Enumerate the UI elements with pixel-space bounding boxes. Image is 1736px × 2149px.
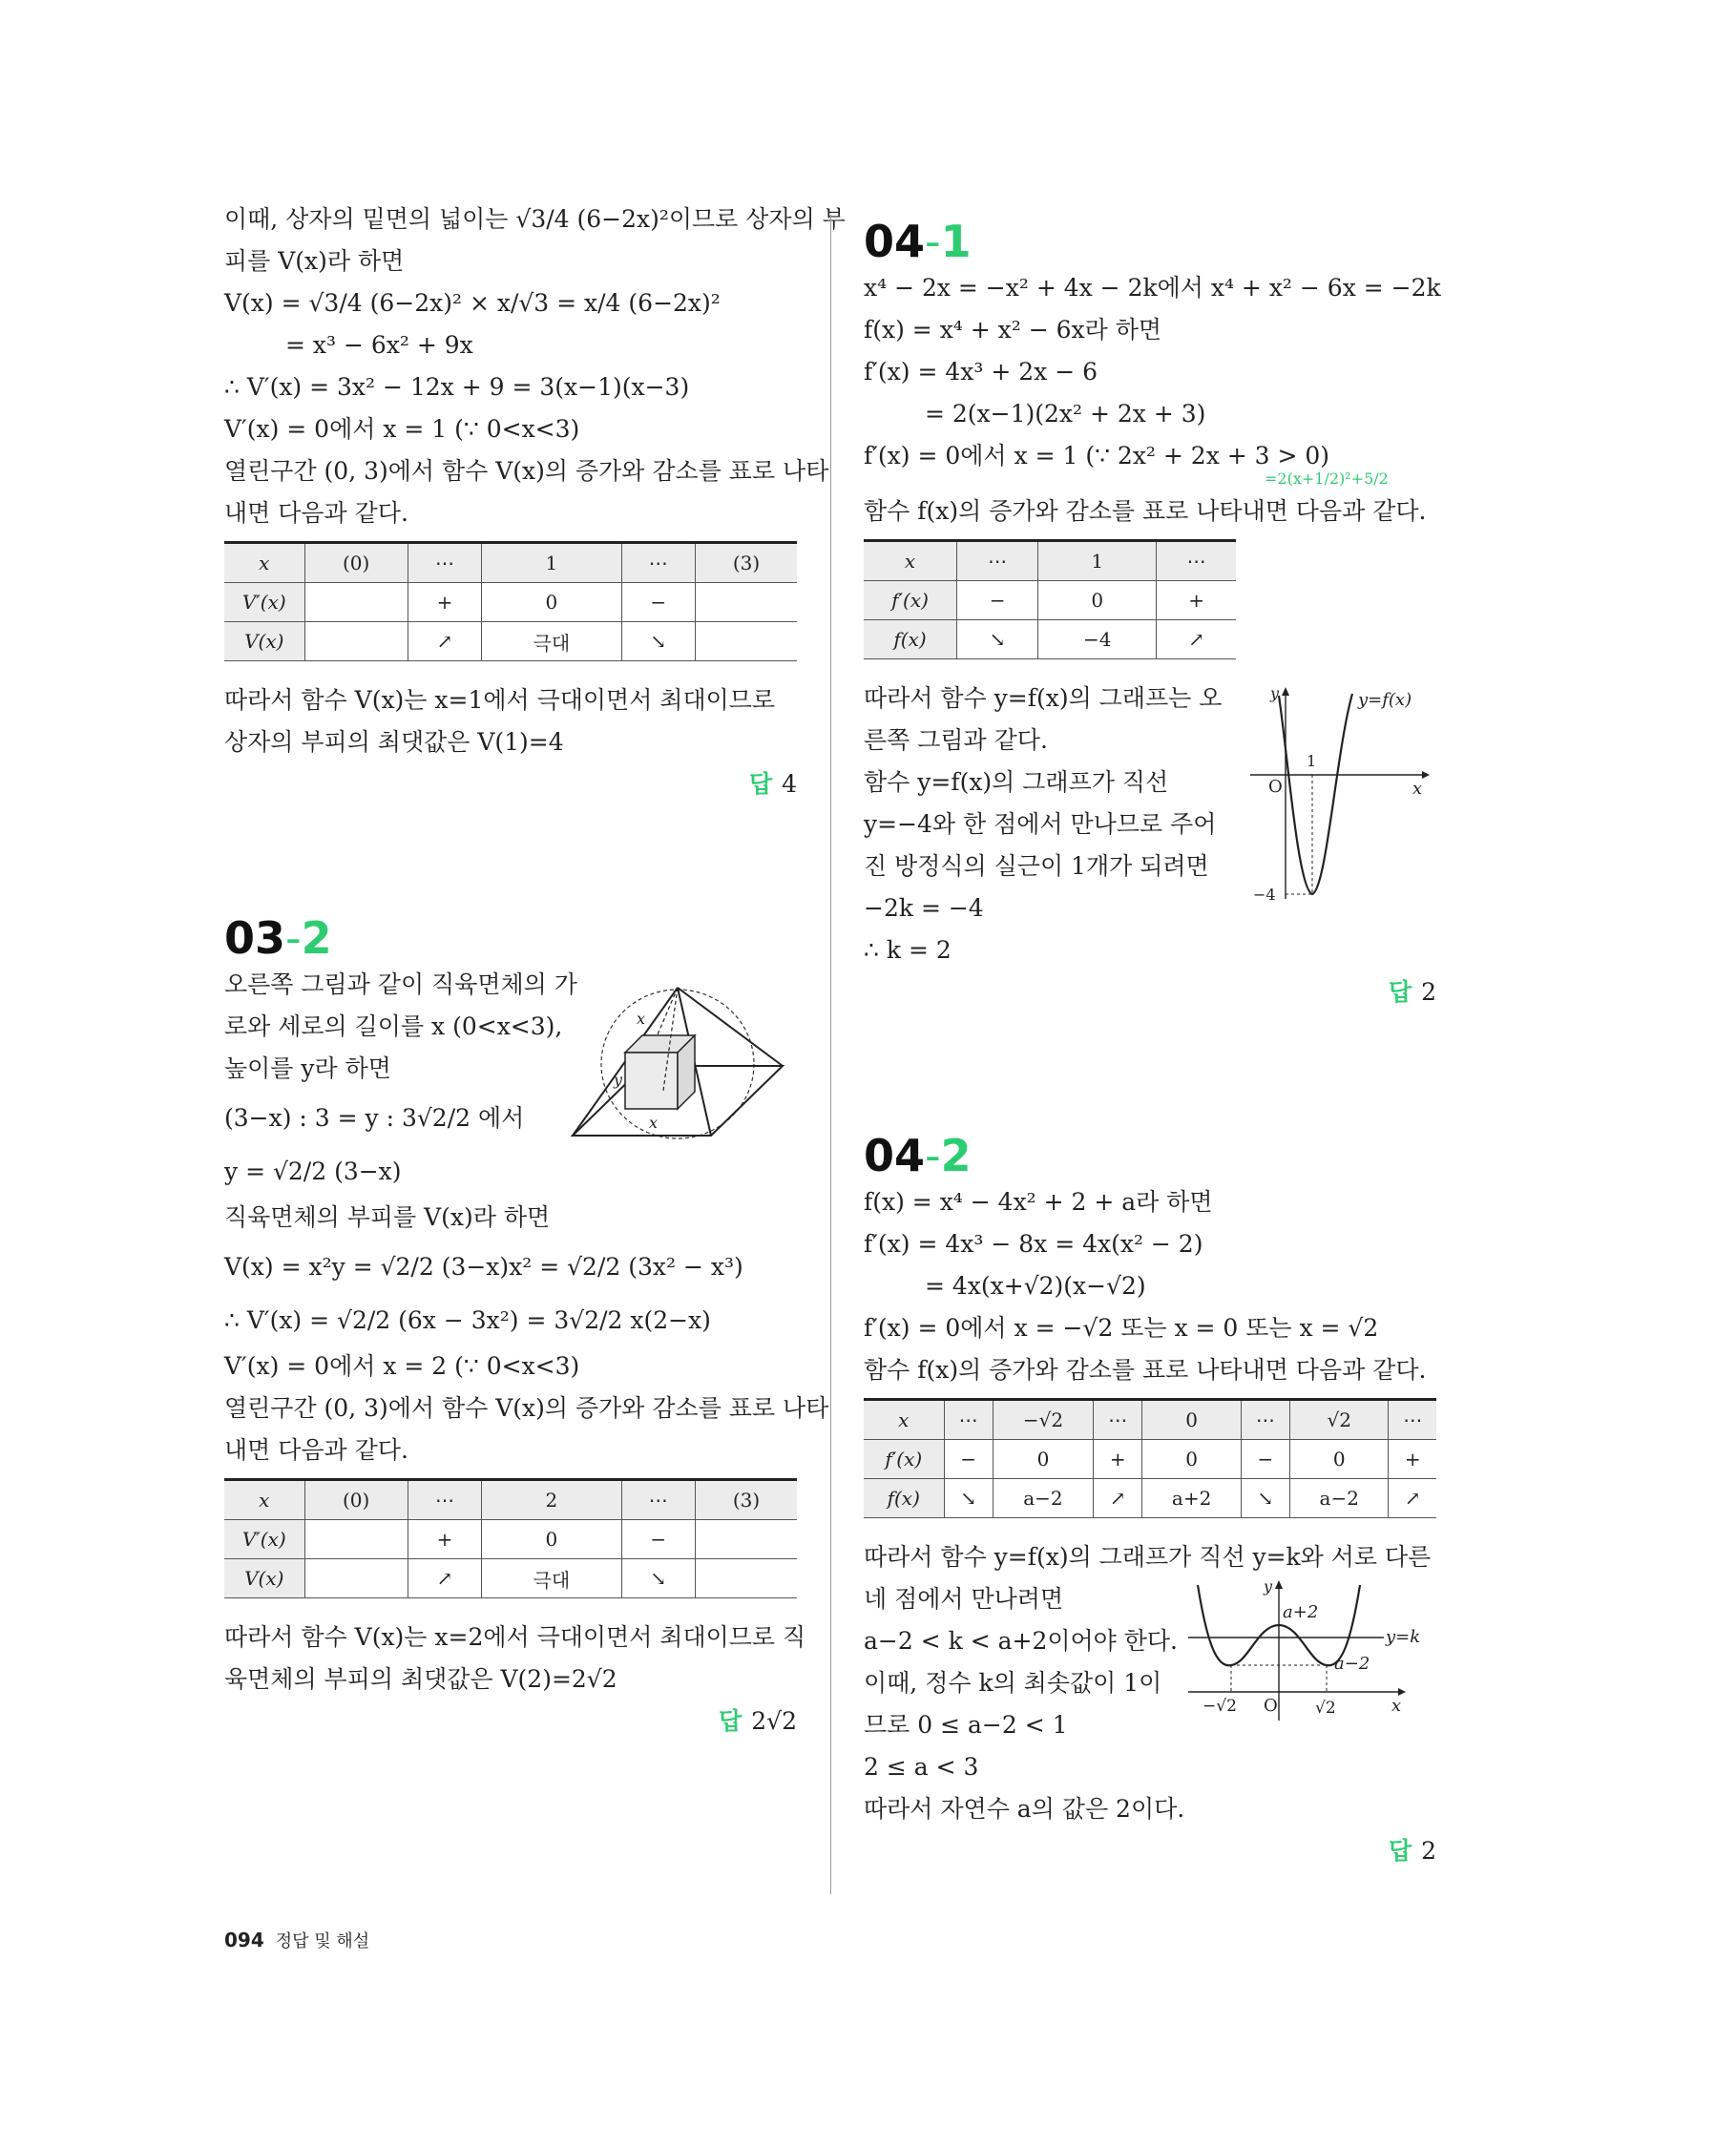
table-cell: 1 xyxy=(1038,541,1157,581)
table-cell: ⋯ xyxy=(1157,541,1236,581)
table-cell: − xyxy=(1241,1440,1289,1479)
table-cell: + xyxy=(408,1520,481,1559)
conclusion-line: 네 점에서 만나려면 xyxy=(864,1585,1064,1613)
body-line: 높이를 y라 하면 xyxy=(224,1054,391,1082)
intro-line: 내면 다음과 같다. xyxy=(224,499,408,527)
variation-table-04-2 xyxy=(864,1398,1436,1518)
answer-label: 답 xyxy=(1388,978,1412,1006)
intro-line: V′(x) = 0에서 x = 1 (∵ 0<x<3) xyxy=(224,415,580,443)
table-cell: 0 xyxy=(1142,1400,1241,1440)
table-cell: (0) xyxy=(304,543,408,583)
conclusion-line: 따라서 함수 y=f(x)의 그래프는 오 xyxy=(864,684,1223,712)
table-cell: ↘ xyxy=(957,620,1038,659)
table-cell: ⋯ xyxy=(408,1480,481,1520)
conclusion-line: 육면체의 부피의 최댓값은 V(2)=2√2 xyxy=(224,1665,617,1693)
body-line: ∴ V′(x) = √2/2 (6x − 3x²) = 3√2/2 x(2−x) xyxy=(224,1306,711,1334)
answer-value: 4 xyxy=(782,770,797,798)
section-dash: - xyxy=(925,216,941,267)
label-x-bottom: x xyxy=(649,1114,659,1132)
section-sub: 2 xyxy=(301,912,332,964)
section-number: 04 xyxy=(864,1130,926,1181)
variation-table-03-2 xyxy=(224,1478,797,1598)
table-cell: 극대 xyxy=(482,1559,621,1598)
table-cell: 0 xyxy=(482,1520,621,1559)
table-cell xyxy=(696,622,797,661)
intro-line: 이때, 상자의 밑면의 넓이는 √3/4 (6−2x)²이므로 상자의 부 xyxy=(224,205,846,233)
conclusion-line: 진 방정식의 실근이 1개가 되려면 xyxy=(864,852,1209,880)
table-cell: 0 xyxy=(1290,1440,1389,1479)
table-cell: ⋯ xyxy=(1389,1400,1436,1440)
table-cell: a−2 xyxy=(1290,1479,1389,1518)
answer-label: 답 xyxy=(719,1707,743,1735)
pos-root-label: √2 xyxy=(1315,1699,1336,1718)
table-cell: ↗ xyxy=(408,622,481,661)
table-cell: ↘ xyxy=(944,1479,993,1518)
table-cell: x xyxy=(224,543,304,583)
min-label: a−2 xyxy=(1334,1654,1370,1674)
answer-value: 2√2 xyxy=(751,1707,797,1735)
table-cell: 0 xyxy=(1142,1440,1241,1479)
table-cell: ↗ xyxy=(408,1559,481,1598)
body-line: 직육면체의 부피를 V(x)라 하면 xyxy=(224,1203,551,1231)
conclusion-line: 상자의 부피의 최댓값은 V(1)=4 xyxy=(224,728,564,756)
table-cell: − xyxy=(621,1520,695,1559)
left-column xyxy=(224,205,846,1736)
table-cell: (3) xyxy=(696,1480,797,1520)
table-cell: + xyxy=(408,583,481,622)
conclusion-line: ∴ k = 2 xyxy=(864,936,952,964)
section-title-03-2 xyxy=(224,911,797,965)
answer-label: 답 xyxy=(748,770,773,798)
x-label: x xyxy=(1391,1696,1402,1716)
answer-031 xyxy=(224,770,797,799)
body-line: y = √2/2 (3−x) xyxy=(224,1158,402,1185)
section-number: 04 xyxy=(864,216,926,267)
conclusion-line: 함수 y=f(x)의 그래프가 직선 xyxy=(864,768,1169,796)
x-axis-arrow xyxy=(1422,771,1430,779)
section-title-04-2 xyxy=(864,1129,1436,1182)
curve-label: y=f(x) xyxy=(1358,690,1412,710)
variation-table-04-1 xyxy=(864,539,1236,659)
conclusion-line: y=−4와 한 점에서 만나므로 주어 xyxy=(864,810,1217,838)
table-cell: (0) xyxy=(304,1480,408,1520)
origin-label: O xyxy=(1268,777,1283,797)
table-cell: + xyxy=(1094,1440,1142,1479)
answer-04-2 xyxy=(864,1837,1436,1866)
page-number: 094 xyxy=(224,1929,264,1951)
table-cell: ↘ xyxy=(621,1559,695,1598)
section-sub: 2 xyxy=(940,1130,972,1181)
table-cell: V(x) xyxy=(224,1559,304,1598)
y-axis-arrow xyxy=(1282,687,1289,696)
table-cell xyxy=(696,1520,797,1559)
conclusion-line: 므로 0 ≤ a−2 < 1 xyxy=(864,1711,1068,1739)
body-line: V′(x) = 0에서 x = 2 (∵ 0<x<3) xyxy=(224,1352,580,1380)
table-cell xyxy=(304,1559,408,1598)
table-cell: ↘ xyxy=(621,622,695,661)
table-cell: 0 xyxy=(482,583,621,622)
table-cell: ⋯ xyxy=(408,543,481,583)
origin-label: O xyxy=(1264,1696,1278,1716)
table-cell: (3) xyxy=(696,543,797,583)
table-cell: √2 xyxy=(1290,1400,1389,1440)
body-line: f(x) = x⁴ − 4x² + 2 + a라 하면 xyxy=(864,1188,1213,1216)
body-line: = 2(x−1)(2x² + 2x + 3) xyxy=(925,400,1206,428)
table-cell: V′(x) xyxy=(224,583,304,622)
conclusion-line: a−2 < k < a+2이어야 한다. xyxy=(864,1627,1178,1655)
table-cell: ↘ xyxy=(1241,1479,1289,1518)
section-04-1-conclusion xyxy=(864,684,1436,965)
table-cell xyxy=(304,1520,408,1559)
intro-line: 피를 V(x)라 하면 xyxy=(224,247,405,275)
body-line: f′(x) = 0에서 x = −√2 또는 x = 0 또는 x = √2 xyxy=(864,1314,1379,1342)
body-line: f(x) = x⁴ + x² − 6x라 하면 xyxy=(864,316,1162,344)
line-label: y=k xyxy=(1386,1627,1421,1647)
table-cell xyxy=(696,1559,797,1598)
section-number: 03 xyxy=(224,912,286,964)
graph-04-2 xyxy=(1183,1577,1436,1725)
table-cell: f(x) xyxy=(864,1479,944,1518)
table-cell: + xyxy=(1157,581,1236,620)
section-title-04-1 xyxy=(864,215,1436,268)
label-y: y xyxy=(614,1071,623,1089)
column-divider xyxy=(830,215,831,1894)
table-cell: ⋯ xyxy=(957,541,1038,581)
table-cell: f(x) xyxy=(864,620,957,659)
table-cell: f′(x) xyxy=(864,1440,944,1479)
body-line: f′(x) = 4x³ + 2x − 6 xyxy=(864,358,1098,386)
body-line: f′(x) = 4x³ − 8x = 4x(x² − 2) xyxy=(864,1230,1203,1258)
completed-square-note: =2(x+1/2)²+5/2 xyxy=(1265,469,1389,488)
table-cell: V(x) xyxy=(224,622,304,661)
body-line: = 4x(x+√2)(x−√2) xyxy=(925,1272,1146,1300)
curve-f xyxy=(1279,694,1352,894)
conclusion-line: 따라서 함수 V(x)는 x=1에서 극대이면서 최대이므로 xyxy=(224,686,776,714)
y-label: y xyxy=(1270,684,1280,702)
table-cell: 극대 xyxy=(482,622,621,661)
section-dash: - xyxy=(925,1130,941,1181)
table-cell: ⋯ xyxy=(944,1400,993,1440)
conclusion-line: −2k = −4 xyxy=(864,894,984,922)
answer-04-1 xyxy=(864,978,1436,1007)
body-line: x⁴ − 2x = −x² + 4x − 2k에서 x⁴ + x² − 6x = −2k xyxy=(864,274,1441,302)
table-cell: −√2 xyxy=(993,1400,1093,1440)
table-cell: x xyxy=(224,1480,304,1520)
body-line: 로와 세로의 길이를 x (0<x<3), xyxy=(224,1012,563,1040)
table-cell: a+2 xyxy=(1142,1479,1241,1518)
footer-title: 정답 및 해설 xyxy=(275,1931,370,1951)
table-cell: 0 xyxy=(1038,581,1157,620)
table-cell: a−2 xyxy=(993,1479,1093,1518)
body-line: 오른쪽 그림과 같이 직육면체의 가 xyxy=(224,970,577,998)
intro-line: V(x) = √3/4 (6−2x)² × x/√3 = x/4 (6−2x)² xyxy=(224,289,721,317)
table-cell: x xyxy=(864,1400,944,1440)
table-cell: + xyxy=(1389,1440,1436,1479)
answer-value: 2 xyxy=(1421,1837,1436,1865)
section-dash: - xyxy=(285,912,302,964)
box-front xyxy=(625,1053,678,1109)
pyramid-figure xyxy=(568,978,792,1145)
conclusion-line: 른쪽 그림과 같다. xyxy=(864,726,1048,754)
table-cell: ↗ xyxy=(1094,1479,1142,1518)
body-line: 함수 f(x)의 증가와 감소를 표로 나타내면 다음과 같다. xyxy=(864,1356,1427,1384)
body-line: 내면 다음과 같다. xyxy=(224,1436,408,1464)
answer-03-2 xyxy=(224,1707,797,1736)
intro-line: 열린구간 (0, 3)에서 함수 V(x)의 증가와 감소를 표로 나타 xyxy=(224,457,829,485)
tick-one: 1 xyxy=(1307,752,1317,770)
body-line: V(x) = x²y = √2/2 (3−x)x² = √2/2 (3x² − x³) xyxy=(224,1253,743,1281)
table-cell: − xyxy=(957,581,1038,620)
y-axis-arrow xyxy=(1275,1580,1283,1589)
conclusion-line: 이때, 정수 k의 최솟값이 1이 xyxy=(864,1669,1162,1697)
table-cell: ⋯ xyxy=(621,1480,695,1520)
table-cell: ⋯ xyxy=(1094,1400,1142,1440)
conclusion-line: 따라서 자연수 a의 값은 2이다. xyxy=(864,1795,1185,1823)
y-label: y xyxy=(1264,1577,1273,1596)
body-line: 열린구간 (0, 3)에서 함수 V(x)의 증가와 감소를 표로 나타 xyxy=(224,1394,829,1422)
table-cell: ⋯ xyxy=(621,543,695,583)
table-cell: ⋯ xyxy=(1241,1400,1289,1440)
table-cell: 1 xyxy=(482,543,621,583)
table-cell: − xyxy=(944,1440,993,1479)
table-cell: − xyxy=(621,583,695,622)
max-label: a+2 xyxy=(1283,1602,1319,1622)
body-line: f′(x) = 0에서 x = 1 (∵ 2x² + 2x + 3 > 0) xyxy=(864,442,1330,469)
table-cell: −4 xyxy=(1038,620,1157,659)
body-line: (3−x) : 3 = y : 3√2/2 에서 xyxy=(224,1104,525,1132)
x-label: x xyxy=(1412,779,1423,799)
neg-root-label: −√2 xyxy=(1203,1697,1237,1716)
table-cell: 2 xyxy=(482,1480,621,1520)
intro-line: = x³ − 6x² + 9x xyxy=(285,331,473,359)
table-cell: V′(x) xyxy=(224,1520,304,1559)
table-cell: 0 xyxy=(993,1440,1093,1479)
x-axis-arrow xyxy=(1398,1688,1406,1696)
variation-table-031 xyxy=(224,541,797,661)
section-sub: 1 xyxy=(940,216,972,267)
table-cell: ↗ xyxy=(1389,1479,1436,1518)
conclusion-line: 따라서 함수 y=f(x)의 그래프가 직선 y=k와 서로 다른 xyxy=(864,1543,1432,1571)
table-cell xyxy=(304,622,408,661)
label-x-top: x xyxy=(637,1010,646,1028)
section-04-2-conclusion xyxy=(864,1577,1436,1824)
table-cell xyxy=(696,583,797,622)
intro-line: ∴ V′(x) = 3x² − 12x + 9 = 3(x−1)(x−3) xyxy=(224,373,690,401)
section-03-2-body xyxy=(224,970,829,1465)
table-cell: f′(x) xyxy=(864,581,957,620)
page-footer xyxy=(224,1928,369,1952)
right-column xyxy=(864,215,1441,1866)
table-cell: ↗ xyxy=(1157,620,1236,659)
answer-label: 답 xyxy=(1388,1837,1412,1865)
conclusion-line: 따라서 함수 V(x)는 x=2에서 극대이면서 최대이므로 직 xyxy=(224,1623,806,1651)
table-cell xyxy=(304,583,408,622)
min-label: −4 xyxy=(1253,886,1276,904)
answer-value: 2 xyxy=(1421,978,1436,1006)
table-cell: x xyxy=(864,541,957,581)
body-line: 함수 f(x)의 증가와 감소를 표로 나타내면 다음과 같다. xyxy=(864,497,1427,525)
graph-04-1 xyxy=(1245,684,1436,908)
conclusion-line: 2 ≤ a < 3 xyxy=(864,1753,979,1781)
